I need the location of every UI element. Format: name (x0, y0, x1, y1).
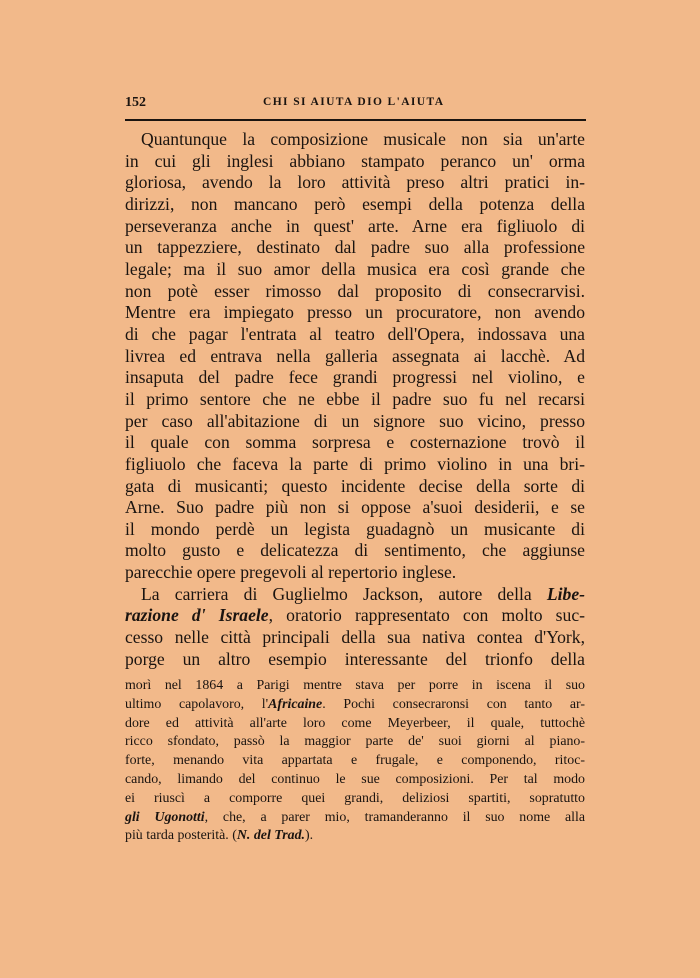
italic-title: razione d' Israele (125, 605, 269, 626)
text-line: Quantunque la composizione musicale non sia un'arte (141, 129, 585, 149)
text-line: dirizzi, non mancano però esempi della potenza della (125, 193, 585, 214)
page-number: 152 (125, 95, 146, 110)
text-line: il quale con somma sorpresa e costernazione trovò il (125, 432, 585, 453)
italic-abbreviation: N. del Trad. (236, 828, 306, 844)
text-line: legale; ma il suo amor della musica era così grande che (125, 258, 585, 279)
text-line: parecchie opere pregevoli al repertorio inglese. (125, 562, 457, 583)
italic-title: Africaine (268, 696, 323, 712)
paragraph-2 (125, 584, 585, 671)
running-title: CHI SI AIUTA DIO L'AIUTA (263, 96, 445, 108)
footnote-line: ei riuscì a comporre quei grandi, deliziosi spartiti, sopratutto (125, 790, 585, 806)
text-line: Mentre era impiegato presso un procuratore, non avendo (125, 302, 585, 323)
text-line: il primo sentore che ne ebbe il padre suo fu nel recarsi (125, 388, 585, 409)
text-line: gloriosa, avendo la loro attività preso altri pratici in- (125, 172, 585, 193)
footnote-line: forte, menando vita appartata e frugale, e componendo, ritoc- (125, 753, 585, 769)
text-line: Arne. Suo padre più non si oppose a'suoi desiderii, e se (125, 497, 585, 518)
paragraph-1 (125, 129, 585, 584)
main-text (125, 129, 585, 670)
footnote (125, 677, 585, 846)
header-rule (125, 119, 586, 121)
page-header (125, 95, 585, 117)
footnote-line (125, 827, 585, 846)
text-line: il mondo perdè un legista guadagnò un musicante di (125, 518, 585, 539)
text-line: molto gusto e delicatezza di sentimento, che aggiunse (125, 540, 585, 561)
text-span: più tarda posterità. ( (125, 828, 237, 844)
text-span: , oratorio rappresentato con molto suc- (268, 605, 585, 626)
footnote-line: morì nel 1864 a Parigi mentre stava per porre in iscena il suo (125, 678, 585, 693)
text-span: La carriera di Guglielmo Jackson, autore della (141, 583, 547, 604)
text-span: , che, a parer mio, tramanderanno il suo nome alla (204, 809, 586, 825)
text-span: . Pochi consecraronsi con tanto ar- (322, 696, 586, 712)
text-line: livrea ed entrava nella galleria assegnata ai lacchè. Ad (125, 345, 585, 366)
italic-title: gli Ugonotti (125, 809, 205, 825)
text-line: perseveranza anche in quest' arte. Arne era figliuolo di (125, 215, 585, 236)
italic-title: Libe- (546, 583, 585, 604)
text-line: figliuolo che faceva la parte di primo violino in una bri- (125, 453, 585, 474)
text-line: insaputa del padre fece grandi progressi nel violino, e (125, 367, 585, 388)
text-line: gata di musicanti; questo incidente decise della sorte di (125, 475, 585, 496)
text-line (125, 584, 585, 606)
footnote-line: ricco sfondato, passò la maggior parte de' suoi giorni al piano- (125, 734, 585, 750)
text-line (125, 605, 585, 627)
text-line: cesso nelle città principali della sua nativa contea d'York, (125, 627, 585, 648)
text-line: in cui gli inglesi abbiano stampato peranco un' orma (125, 150, 585, 171)
text-line: di che pagar l'entrata al teatro dell'Opera, indossava una (125, 323, 585, 344)
text-span: ). (305, 828, 314, 844)
text-line: per caso all'abitazione di un signore suo vicino, presso (125, 410, 585, 431)
text-line: un tappezziere, destinato dal padre suo alla professione (125, 237, 585, 258)
text-line: non potè esser rimosso dal proposito di consecrarvisi. (125, 280, 585, 301)
footnote-line (125, 696, 585, 715)
footnote-line (125, 809, 585, 828)
text-span: ultimo capolavoro, l' (125, 696, 269, 712)
text-line: porge un altro esempio interessante del trionfo della (125, 648, 585, 669)
footnote-line: dore ed attività all'arte loro come Meyerbeer, il quale, tuttochè (125, 715, 585, 731)
footnote-line: cando, limando del continuo le sue composizioni. Per tal modo (125, 771, 585, 787)
